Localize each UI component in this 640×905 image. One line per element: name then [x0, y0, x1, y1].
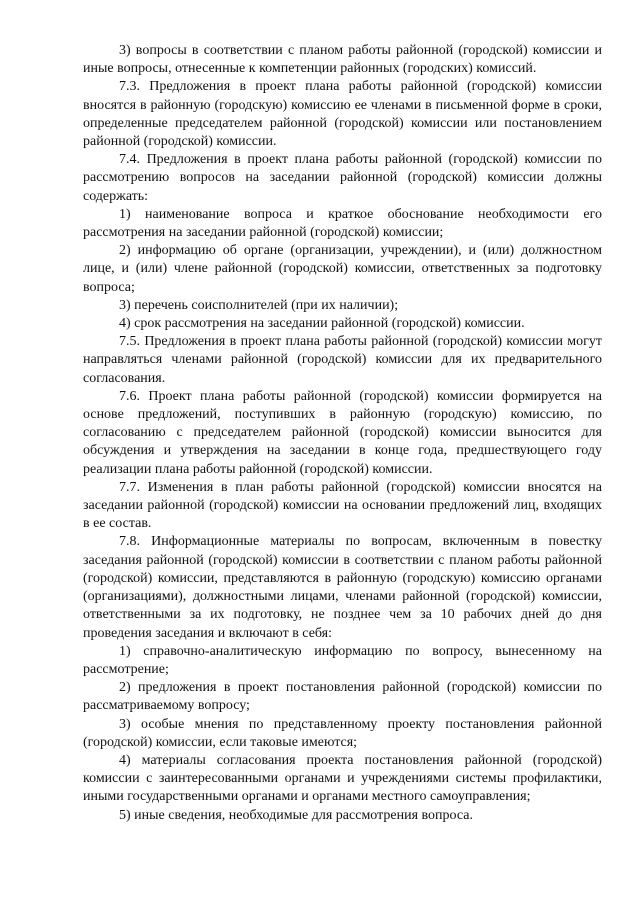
paragraph-7-4: 7.4. Предложения в проект плана работы районной (городской) комиссии по рассмотрению вопросов на заседании районной (городской) комиссии должны содержать:	[83, 152, 602, 204]
paragraph-7-8-item-2: 2) предложения в проект постановления районной (городской) комиссии по рассматриваемому вопросу;	[83, 680, 602, 714]
paragraph-7-3: 7.3. Предложения в проект плана работы районной (городской) комиссии вносятся в районную (городскую) комиссию ее членами в письменной форме в сроки, определенные председателем районной (городской) комиссии или постановлением районной (городской) комиссии.	[83, 79, 602, 150]
paragraph-7-8: 7.8. Информационные материалы по вопросам, включенным в повестку заседания районной (городской) комиссии в соответствии с планом работы районной (городской) комиссии, представляются в районную (городскую) комиссию органами (организациями), должностными лицами, членами районной (городской) комиссии, ответственными за их подготовку, не позднее чем за 10 рабочих дней до дня проведения заседания и включают в себя:	[83, 534, 602, 641]
document-page	[83, 42, 602, 825]
paragraph-7-4-item-2: 2) информацию об органе (организации, учреждении), и (или) должностном лице, и (или) члене районной (городской) комиссии, ответственных за подготовку вопроса;	[83, 243, 602, 295]
paragraph-7-5: 7.5. Предложения в проект плана работы районной (городской) комиссии могут направляться членами районной (городской) комиссии для их предварительного согласования.	[83, 334, 602, 386]
paragraph-7-7: 7.7. Изменения в план работы районной (городской) комиссии вносятся на заседании районной (городской) комиссии на основании предложений лиц, входящих в ее состав.	[83, 479, 602, 532]
paragraph-7-8-item-1: 1) справочно-аналитическую информацию по вопросу, вынесенному на рассмотрение;	[83, 643, 602, 677]
paragraph-7-8-item-3: 3) особые мнения по представленному проекту постановления районной (городской) комиссии, если таковые имеются;	[83, 716, 602, 750]
paragraph-7-4-item-4: 4) срок рассмотрения на заседании районной (городской) комиссии.	[119, 316, 525, 332]
paragraph-7-4-item-3: 3) перечень соисполнителей (при их наличии);	[119, 297, 399, 313]
paragraph-item-3-end: 3) вопросы в соответствии с планом работы районной (городской) комиссии и иные вопросы, отнесенные к компетенции районных (городских) комиссий.	[83, 43, 602, 77]
paragraph-7-6: 7.6. Проект плана работы районной (городской) комиссии формируется на основе предложений, поступивших в районную (городскую) комиссию, по согласованию с председателем районной (городской) комиссии выносится для обсуждения и утверждения на заседании в конце года, предшествующего году реализации плана работы районной (городской) комиссии.	[83, 388, 602, 477]
paragraph-7-8-item-4: 4) материалы согласования проекта постановления районной (городской) комиссии с заинтересованными органами и учреждениями системы профилактики, иными государственными органами и органами местного самоуправления;	[83, 752, 602, 805]
paragraph-7-8-item-5: 5) иные сведения, необходимые для рассмотрения вопроса.	[119, 807, 473, 823]
paragraph-7-4-item-1: 1) наименование вопроса и краткое обоснование необходимости его рассмотрения на заседании районной (городской) комиссии;	[83, 206, 602, 241]
